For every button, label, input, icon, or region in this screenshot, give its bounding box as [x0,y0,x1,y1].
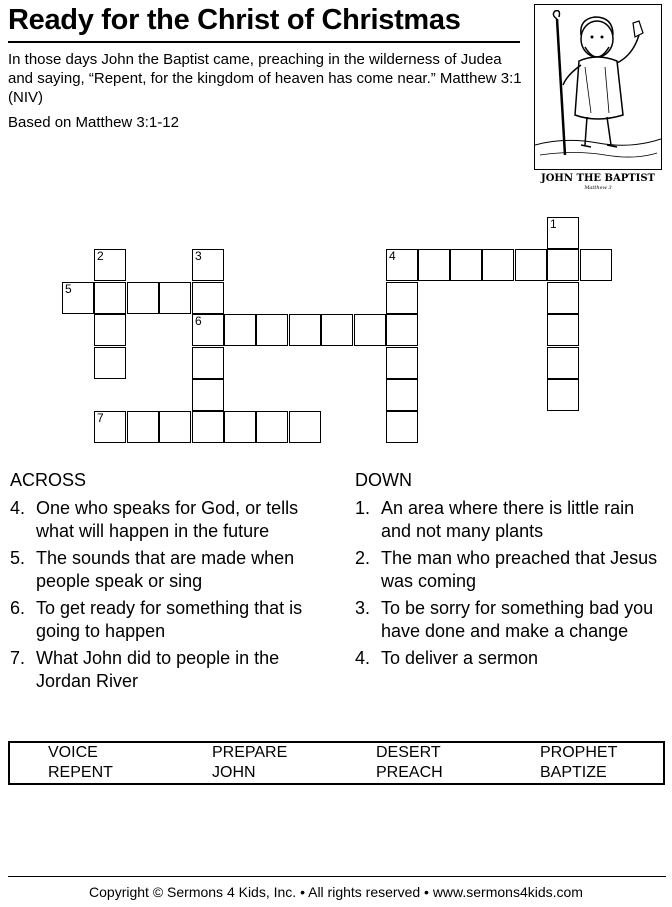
clue-num: 5. [10,548,26,568]
clue-num: 3. [355,598,371,618]
crossword-cell[interactable] [418,249,450,281]
crossword-cell[interactable] [547,249,579,281]
crossword-cell[interactable] [224,411,256,443]
crossword-cell[interactable] [386,411,418,443]
crossword-cell[interactable] [94,249,126,281]
across-clue [10,647,330,693]
john-the-baptist-drawing [535,5,661,169]
word-bank-word: PREACH [376,764,443,781]
clue-text: The man who preached that Jesus was coming [381,548,658,591]
clue-number: 3 [195,249,202,263]
clue-num: 2. [355,548,371,568]
clue-num: 1. [355,498,371,518]
clue-text: An area where there is little rain and not many plants [381,498,635,541]
crossword-cell[interactable] [159,411,191,443]
clue-number: 6 [195,314,202,328]
clue-number: 5 [65,282,72,296]
crossword-cell[interactable] [192,411,224,443]
across-clue [10,597,330,643]
crossword-cell[interactable] [450,249,482,281]
clue-text: One who speaks for God, or tells what will happen in the future [36,498,299,541]
crossword-cell[interactable] [94,314,126,346]
page-title: Ready for the Christ of Christmas [8,4,461,36]
word-bank-word: DESERT [376,744,441,761]
clue-number: 7 [97,411,104,425]
illustration-caption: JOHN THE BAPTIST [540,173,656,184]
word-bank-word: JOHN [212,764,256,781]
crossword-cell[interactable] [547,347,579,379]
crossword-cell[interactable] [547,379,579,411]
clue-text: The sounds that are made when people speak or sing [36,548,295,591]
down-clue [355,647,667,670]
crossword-cell[interactable] [224,314,256,346]
based-on-reference: Based on Matthew 3:1-12 [8,114,179,131]
crossword-cell[interactable] [386,314,418,346]
clue-num: 4. [355,648,371,668]
word-bank-word: PROPHET [540,744,618,761]
word-bank-word: PREPARE [212,744,288,761]
crossword-cell[interactable] [289,411,321,443]
crossword-cell[interactable] [94,347,126,379]
crossword-cell[interactable] [321,314,353,346]
word-bank-word: BAPTIZE [540,764,607,781]
word-bank-word: VOICE [48,744,98,761]
down-clue [355,547,667,593]
crossword-cell[interactable] [386,347,418,379]
crossword-cell[interactable] [127,282,159,314]
clue-number: 4 [389,249,396,263]
copyright-footer: Copyright © Sermons 4 Kids, Inc. • All rights reserved • www.sermons4kids.com [89,884,583,900]
crossword-cell[interactable] [515,249,547,281]
crossword-cell[interactable] [94,282,126,314]
crossword-cell[interactable] [580,249,612,281]
crossword-cell[interactable] [386,249,418,281]
clue-num: 6. [10,598,26,618]
title-divider [8,41,520,43]
crossword-cell[interactable] [94,411,126,443]
down-clue [355,597,667,643]
crossword-cell[interactable] [192,314,224,346]
clue-number: 1 [550,217,557,231]
down-heading: DOWN [355,470,412,490]
word-bank-word: REPENT [48,764,113,781]
crossword-cell[interactable] [192,347,224,379]
clue-num: 4. [10,498,26,518]
crossword-cell[interactable] [547,282,579,314]
clue-text: To get ready for something that is going to happen [36,598,303,641]
across-clue [10,497,330,543]
crossword-cell[interactable] [386,379,418,411]
crossword-cell[interactable] [127,411,159,443]
crossword-cell[interactable] [62,282,94,314]
word-bank [8,741,665,785]
footer-divider [8,876,666,877]
crossword-cell[interactable] [547,314,579,346]
illustration-subcaption: Matthew 3 [584,185,612,191]
clue-number: 2 [97,249,104,263]
crossword-cell[interactable] [289,314,321,346]
scripture-verse: In those days John the Baptist came, preaching in the wilderness of Judea and saying, “Repent, for the kingdom of heaven has come near.” Matthew 3:1 (NIV) [8,51,522,106]
crossword-cell[interactable] [192,249,224,281]
crossword-cell[interactable] [159,282,191,314]
john-the-baptist-illustration [534,4,662,170]
crossword-cell[interactable] [256,411,288,443]
crossword-cell[interactable] [547,217,579,249]
crossword-cell[interactable] [386,282,418,314]
crossword-cell[interactable] [482,249,514,281]
clue-text: To be sorry for something bad you have done and make a change [381,598,654,641]
clue-text: What John did to people in the Jordan River [36,648,280,691]
across-clue-list [10,497,330,697]
across-heading: ACROSS [10,470,87,490]
clue-num: 7. [10,648,26,668]
down-clue-list [355,497,667,674]
crossword-cell[interactable] [256,314,288,346]
crossword-cell[interactable] [192,282,224,314]
down-clue [355,497,667,543]
clue-text: To deliver a sermon [381,648,539,668]
crossword-cell[interactable] [192,379,224,411]
across-clue [10,547,330,593]
crossword-cell[interactable] [354,314,386,346]
